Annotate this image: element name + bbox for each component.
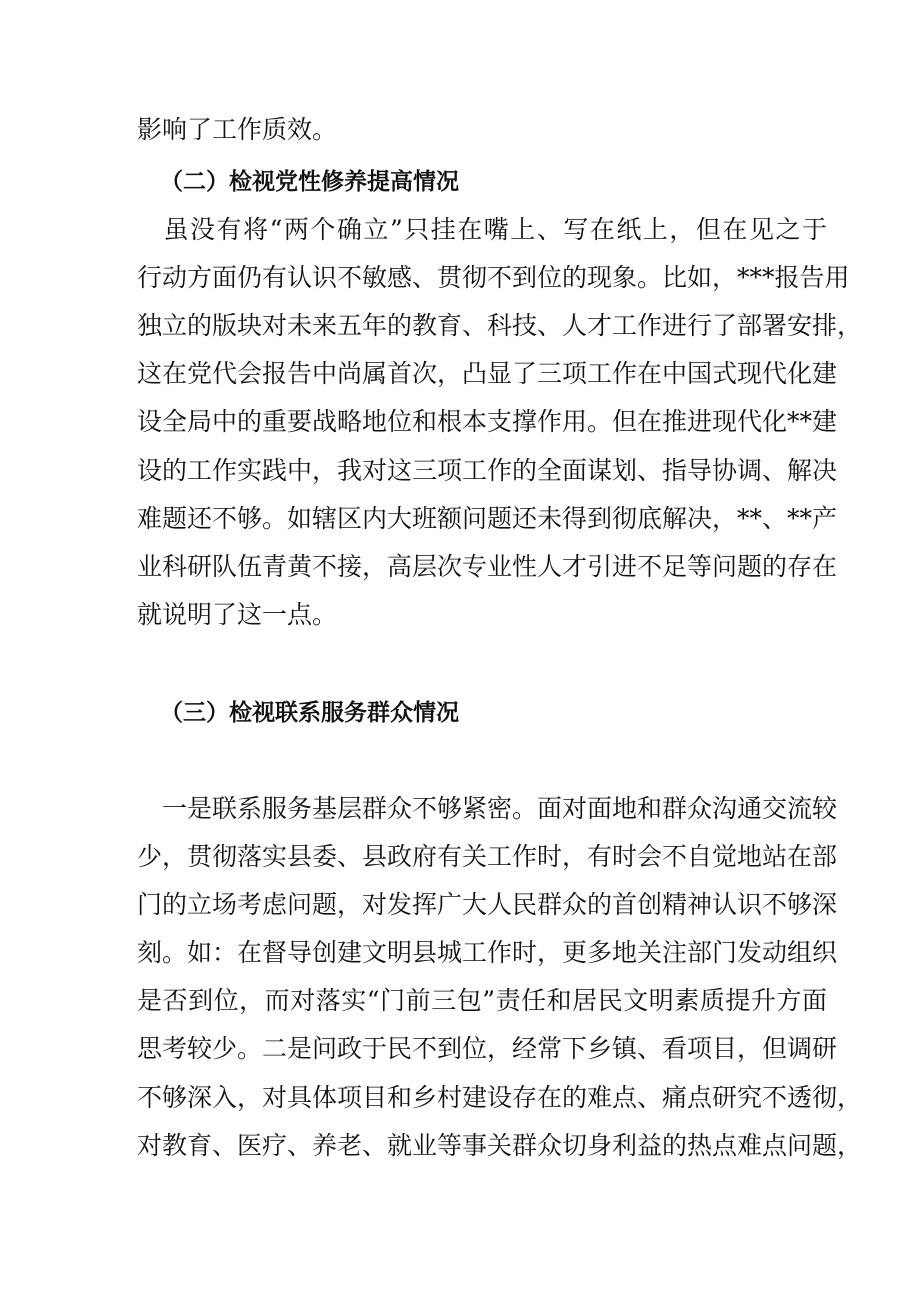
- section-heading-2: （二）检视党性修养提高情况: [160, 169, 459, 195]
- paragraph-line: 刻。如：在督导创建文明县城工作时，更多地关注部门发动组织: [137, 938, 838, 967]
- section-heading-3: （三）检视联系服务群众情况: [160, 700, 459, 726]
- paragraph-line: 是否到位，而对落实“门前三包”责任和居民文明素质提升方面: [137, 986, 827, 1015]
- paragraph-line: 对教育、医疗、养老、就业等事关群众切身利益的热点难点问题，: [137, 1131, 863, 1160]
- paragraph-line: 思考较少。二是问政于民不到位，经常下乡镇、看项目，但调研: [137, 1034, 838, 1063]
- paragraph-line: 虽没有将“两个确立”只挂在嘴上、写在纸上，但在见之于: [137, 215, 827, 244]
- paragraph-line: 行动方面仍有认识不敏感、贯彻不到位的现象。比如，***报告用: [137, 263, 850, 292]
- paragraph-line: 门的立场考虑问题，对发挥广大人民群众的首创精神认识不够深: [137, 890, 838, 919]
- paragraph-line: 设的工作实践中，我对这三项工作的全面谋划、指导协调、解决: [137, 456, 838, 485]
- paragraph-line: 这在党代会报告中尚属首次，凸显了三项工作在中国式现代化建: [137, 359, 838, 388]
- paragraph-line: 业科研队伍青黄不接，高层次专业性人才引进不足等问题的存在: [137, 552, 838, 581]
- paragraph-line: 不够深入，对具体项目和乡村建设存在的难点、痛点研究不透彻，: [137, 1083, 863, 1112]
- paragraph-line: 难题还不够。如辖区内大班额问题还未得到彻底解决，**、**产: [137, 504, 838, 533]
- paragraph-line: 一是联系服务基层群众不够紧密。面对面地和群众沟通交流较: [137, 794, 838, 823]
- paragraph-line: 独立的版块对未来五年的教育、科技、人才工作进行了部署安排，: [137, 311, 863, 340]
- paragraph-line: 影响了工作质效。: [137, 115, 338, 144]
- paragraph-line: 设全局中的重要战略地位和根本支撑作用。但在推进现代化**建: [137, 407, 838, 436]
- paragraph-line: 就说明了这一点。: [137, 600, 338, 629]
- paragraph-line: 少，贯彻落实县委、县政府有关工作时，有时会不自觉地站在部: [137, 842, 838, 871]
